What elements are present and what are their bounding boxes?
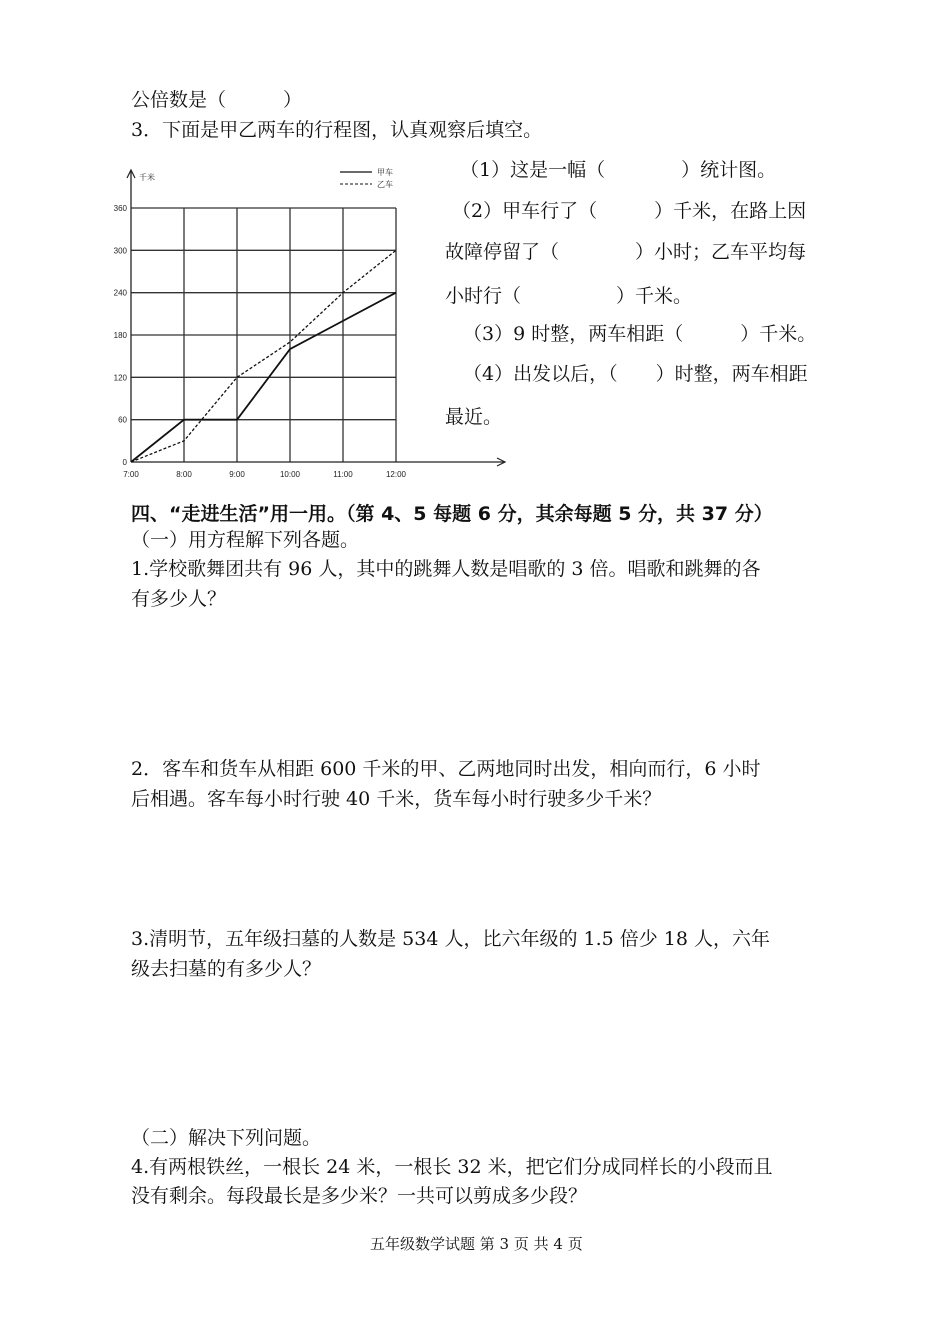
problem-4-cont: 没有剩余。每段最长是多少米？一共可以剪成多少段？ xyxy=(131,1185,588,1207)
x-tick-label: 7:00 xyxy=(123,470,139,479)
y-tick-label: 120 xyxy=(113,373,127,383)
x-tick-label: 8:00 xyxy=(176,470,192,479)
page-footer: 五年级数学试题 第 3 页 共 4 页 xyxy=(370,1235,583,1253)
x-tick-label: 10:00 xyxy=(279,470,301,479)
problem-3: 3.清明节，五年级扫墓的人数是 534 人，比六年级的 1.5 倍少 18 人，六年 xyxy=(131,928,771,950)
problem-1: 1.学校歌舞团共有 96 人，其中的跳舞人数是唱歌的 3 倍。唱歌和跳舞的各 xyxy=(131,558,761,580)
x-tick-label: 12:00 xyxy=(385,470,407,479)
x-tick-label: 9:00 xyxy=(229,470,245,479)
problem-2: 2．客车和货车从相距 600 千米的甲、乙两地同时出发，相向而行，6 小时 xyxy=(131,758,761,780)
text-line: 公倍数是（ ） xyxy=(131,89,303,111)
question-3-2: （2）甲车行了（ ）千米，在路上因 xyxy=(452,200,807,222)
y-tick-label: 180 xyxy=(113,331,127,340)
problem-4: 4.有两根铁丝，一根长 24 米，一根长 32 米，把它们分成同样长的小段而且 xyxy=(131,1156,773,1178)
question-3-2-cont: 故障停留了（ ）小时；乙车平均每 xyxy=(445,241,807,263)
y-tick-label: 60 xyxy=(118,415,127,425)
subsection-2-heading: （二）解决下列问题。 xyxy=(131,1127,322,1149)
problem-1-cont: 有多少人？ xyxy=(131,588,227,610)
question-3-4: （4）出发以后，（ ）时整，两车相距 xyxy=(463,363,808,385)
question-3-3: （3）9 时整，两车相距（ ）千米。 xyxy=(463,323,817,345)
y-tick-label: 0 xyxy=(122,458,127,467)
y-tick-label: 360 xyxy=(113,204,127,213)
x-tick-label: 11:00 xyxy=(333,470,353,479)
section-4-heading: 四、“走进生活”用一用。（第 4、5 每题 6 分，其余每题 5 分，共 37 分） xyxy=(131,503,773,525)
legend-label: 甲车 xyxy=(377,168,393,177)
subsection-1-heading: （一）用方程解下列各题。 xyxy=(131,529,360,551)
legend-label: 乙车 xyxy=(377,180,393,189)
y-tick-label: 300 xyxy=(113,246,127,256)
question-3-4-cont: 最近。 xyxy=(445,406,503,428)
y-tick-label: 240 xyxy=(113,288,127,298)
y-axis-label: 千米 xyxy=(139,173,155,182)
question-3-2-cont2: 小时行（ ）千米。 xyxy=(445,285,693,307)
problem-2-cont: 后相遇。客车每小时行驶 40 千米，货车每小时行驶多少千米？ xyxy=(131,788,662,810)
travel-line-chart xyxy=(110,160,510,480)
problem-3-cont: 级去扫墓的有多少人？ xyxy=(131,958,322,980)
question-3-1: （1）这是一幅（ ）统计图。 xyxy=(460,159,777,181)
question-3-title: 3．下面是甲乙两车的行程图，认真观察后填空。 xyxy=(131,119,543,141)
